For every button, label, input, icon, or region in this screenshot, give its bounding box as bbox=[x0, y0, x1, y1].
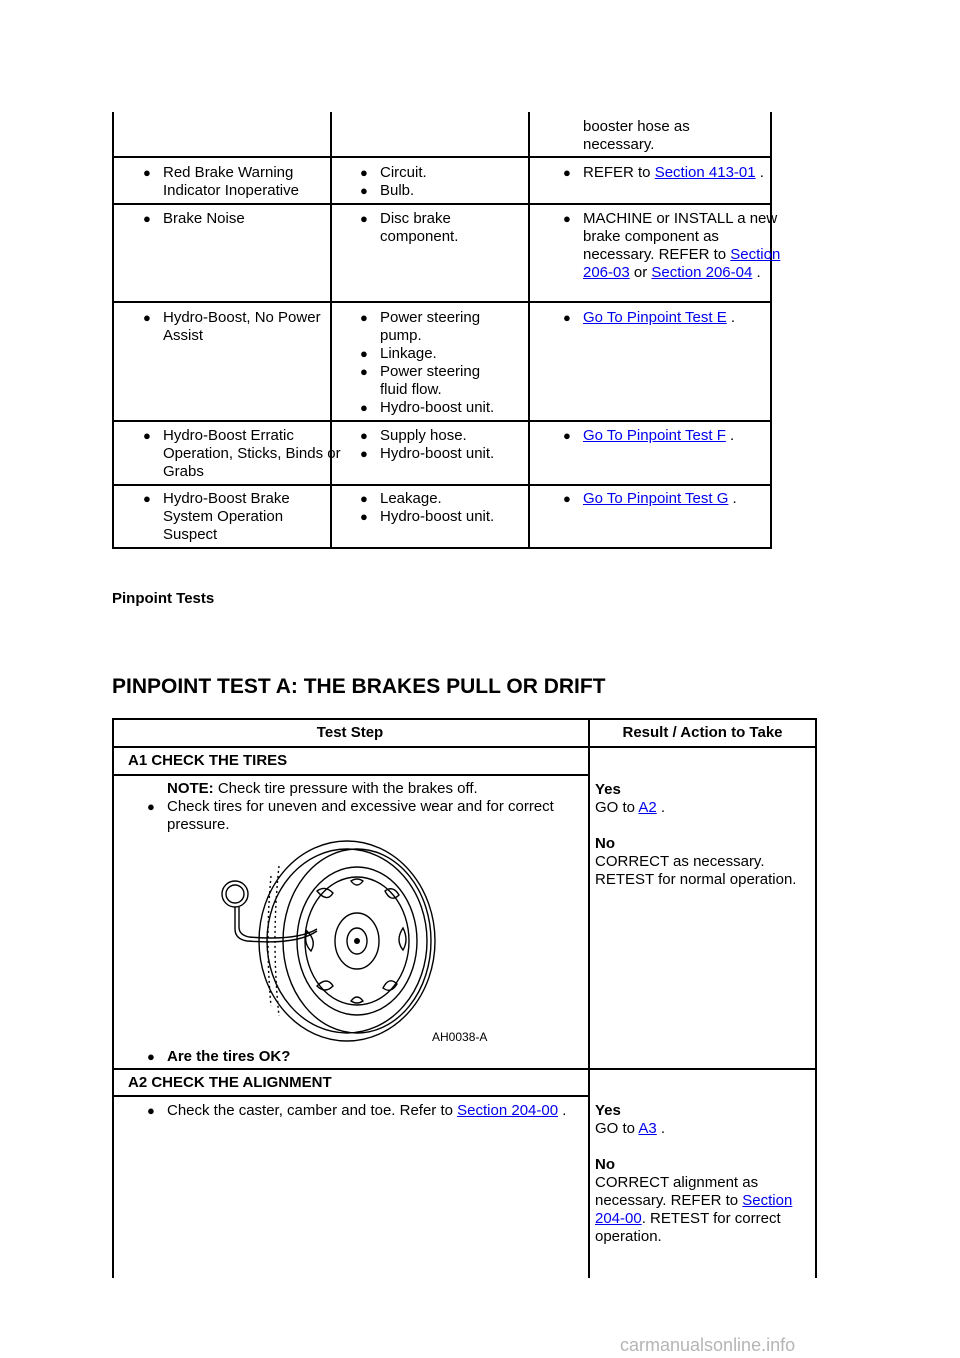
no-label: No bbox=[595, 835, 615, 852]
cause-item: ● Circuit. bbox=[356, 164, 516, 182]
page-title: PINPOINT TEST A: THE BRAKES PULL OR DRIFT bbox=[112, 675, 606, 698]
row-divider bbox=[112, 156, 772, 158]
action-post: . bbox=[759, 164, 764, 181]
cause-list bbox=[356, 210, 496, 246]
result-a2 bbox=[595, 1102, 810, 1246]
section-206-04-link[interactable]: Section 206-04 bbox=[651, 264, 753, 281]
row-divider bbox=[112, 774, 588, 776]
cause-list bbox=[356, 309, 506, 417]
table-border bbox=[112, 718, 817, 720]
row-divider bbox=[112, 301, 772, 303]
row-divider bbox=[112, 420, 772, 422]
yes-post: . bbox=[660, 1120, 666, 1137]
step-post: . bbox=[562, 1102, 567, 1119]
cause-item: ● Linkage. bbox=[356, 345, 506, 363]
yes-label: Yes bbox=[595, 781, 621, 798]
symptom-text: ● Brake Noise bbox=[139, 210, 338, 228]
tire-pressure-illustration bbox=[207, 836, 497, 1046]
table-border bbox=[112, 746, 817, 748]
cause-item: ● Hydro-boost unit. bbox=[356, 508, 516, 526]
column-header-result: Result / Action to Take bbox=[622, 724, 783, 741]
row-divider bbox=[112, 1095, 588, 1097]
note-label: NOTE: bbox=[167, 780, 214, 797]
yes-post: . bbox=[660, 799, 666, 816]
action-text bbox=[559, 210, 788, 282]
yes-action bbox=[595, 799, 810, 817]
cause-item: ● Power steering fluid flow. bbox=[356, 363, 506, 399]
row-divider bbox=[112, 1068, 817, 1070]
column-header-test-step: Test Step bbox=[316, 724, 384, 741]
spacer bbox=[595, 817, 810, 835]
row-divider bbox=[112, 547, 772, 549]
symptom-text: ● Hydro-Boost Erratic Operation, Sticks, Binds or Grabs bbox=[139, 427, 343, 481]
no-post: . RETEST for correct operation. bbox=[595, 1210, 781, 1245]
row-divider bbox=[112, 484, 772, 486]
step-pre: Check the caster, camber and toe. Refer to bbox=[167, 1102, 453, 1119]
step-title-a1: A1 CHECK THE TIRES bbox=[128, 752, 288, 769]
note-text: Check tire pressure with the brakes off. bbox=[217, 780, 478, 797]
action-mid: or bbox=[633, 264, 648, 281]
action-text: booster hose as necessary. bbox=[583, 118, 690, 153]
row-divider bbox=[112, 203, 772, 205]
yes-pre: GO to bbox=[595, 1120, 636, 1137]
action-post: . bbox=[730, 309, 736, 326]
result-a1 bbox=[595, 781, 810, 889]
spacer bbox=[595, 1138, 810, 1156]
section-204-00-link[interactable]: Section 204-00 bbox=[457, 1102, 559, 1119]
action-text bbox=[559, 309, 788, 327]
no-action bbox=[595, 1174, 810, 1246]
symptom-text: ● Hydro-Boost Brake System Operation Suspect bbox=[139, 490, 333, 544]
cause-list bbox=[356, 427, 516, 463]
cause-list bbox=[356, 164, 516, 200]
no-action: CORRECT as necessary. RETEST for normal operation. bbox=[595, 853, 797, 888]
action-post: . bbox=[732, 490, 737, 507]
action-text bbox=[559, 427, 788, 445]
yes-action bbox=[595, 1120, 810, 1138]
step-text: ● Check tires for uneven and excessive wear and for correct pressure. bbox=[143, 798, 612, 834]
section-206-03-link[interactable]: Section 206-03 bbox=[583, 246, 781, 281]
cause-item: ● Disc brake component. bbox=[356, 210, 496, 246]
pinpoint-test-g-link[interactable]: Go To Pinpoint Test G bbox=[583, 490, 729, 507]
a2-link[interactable]: A2 bbox=[638, 799, 657, 816]
cause-item: ● Supply hose. bbox=[356, 427, 516, 445]
no-pre: CORRECT alignment as necessary. REFER to bbox=[595, 1174, 759, 1209]
yes-pre: GO to bbox=[595, 799, 636, 816]
section-413-01-link[interactable]: Section 413-01 bbox=[654, 164, 756, 181]
a3-link[interactable]: A3 bbox=[638, 1120, 657, 1137]
step-text bbox=[143, 1102, 597, 1120]
pinpoint-table bbox=[112, 718, 817, 1278]
action-post: . bbox=[730, 427, 735, 444]
action-text bbox=[559, 164, 783, 182]
yes-label: Yes bbox=[595, 1102, 621, 1119]
cause-item: ● Leakage. bbox=[356, 490, 516, 508]
table-border bbox=[112, 718, 114, 1278]
cause-list bbox=[356, 490, 516, 526]
cause-item: ● Bulb. bbox=[356, 182, 516, 200]
section-204-00-link[interactable]: Section 204-00 bbox=[595, 1192, 793, 1227]
cause-item: ● Hydro-boost unit. bbox=[356, 445, 516, 463]
pinpoint-test-e-link[interactable]: Go To Pinpoint Test E bbox=[583, 309, 727, 326]
cause-item: ● Power steering pump. bbox=[356, 309, 506, 345]
note bbox=[167, 780, 582, 798]
symptom-text: ● Red Brake Warning Indicator Inoperative bbox=[139, 164, 338, 200]
section-heading: Pinpoint Tests bbox=[112, 590, 215, 607]
action-text bbox=[559, 490, 788, 508]
action-pre: MACHINE or INSTALL a new brake component as necessary. REFER to bbox=[583, 210, 778, 263]
table-border bbox=[815, 718, 817, 1278]
pinpoint-test-f-link[interactable]: Go To Pinpoint Test F bbox=[583, 427, 726, 444]
cause-item: ● Hydro-boost unit. bbox=[356, 399, 506, 417]
step-question: ● Are the tires OK? bbox=[143, 1048, 290, 1066]
symptom-table bbox=[112, 112, 781, 549]
action-post: . bbox=[756, 264, 761, 281]
step-title-a2: A2 CHECK THE ALIGNMENT bbox=[128, 1074, 332, 1091]
action-pre: REFER to bbox=[583, 164, 651, 181]
no-label: No bbox=[595, 1156, 615, 1173]
watermark: carmanualsonline.info bbox=[620, 1335, 796, 1355]
figure-label: AH0038-A bbox=[432, 1030, 488, 1044]
symptom-text: ● Hydro-Boost, No Power Assist bbox=[139, 309, 323, 345]
